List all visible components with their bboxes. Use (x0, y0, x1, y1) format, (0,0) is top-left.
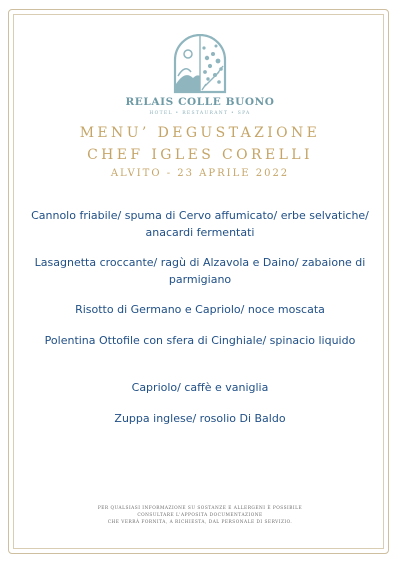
course-item: Cannolo friabile/ spuma di Cervo affumicato/ erbe selvatiche/ anacardi fermentati (31, 209, 369, 239)
allergen-note-line: PER QUALSIASI INFORMAZIONE SU SOSTANZE E ALLERGENI È POSSIBILE (97, 506, 303, 511)
allergen-note-line: CONSULTARE L'APPOSITA DOCUMENTAZIONE (137, 513, 263, 518)
allergen-note (40, 505, 360, 526)
course-item: Risotto di Germano e Capriolo/ noce moscata (75, 303, 325, 316)
course-item: Zuppa inglese/ rosolio Di Baldo (114, 412, 286, 425)
course-item: Lasagnetta croccante/ ragù di Alzavola e Daino/ zabaione di parmigiano (34, 256, 366, 286)
menu-title: MENU’ DEGUSTAZIONE (79, 125, 321, 141)
event-place-date: ALVITO - 23 APRILE 2022 (110, 168, 290, 179)
relais-logo-icon (169, 34, 231, 94)
allergen-note-line: CHE VERRÀ FORNITA, A RICHIESTA, DAL PERSONALE DI SERVIZIO. (107, 520, 293, 525)
chef-name: CHEF IGLES CORELLI (87, 147, 313, 163)
brand-name: RELAIS COLLE BUONO (125, 96, 275, 108)
course-item: Polentina Ottofile con sfera di Cinghiale/ spinacio liquido (44, 334, 356, 347)
brand-tagline: HOTEL • RESTAURANT • SPA (149, 111, 251, 116)
course-item: Capriolo/ caffè e vaniglia (131, 381, 269, 394)
